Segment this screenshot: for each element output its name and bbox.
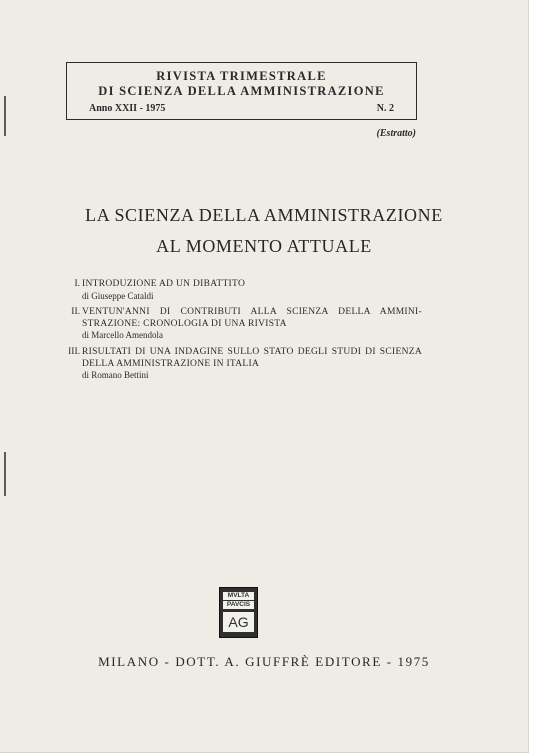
logo-line-3: AG xyxy=(223,612,254,632)
logo-line-1: MVLTA xyxy=(223,592,254,600)
masthead-line-2: DI SCIENZA DELLA AMMINISTRAZIONE xyxy=(98,84,385,98)
publisher-logo xyxy=(219,587,258,638)
staple-mark xyxy=(4,452,6,496)
main-title-line-2: AL MOMENTO ATTUALE xyxy=(156,236,372,256)
toc-item-number: I. xyxy=(74,279,80,289)
masthead-line-1: RIVISTA TRIMESTRALE xyxy=(156,69,327,83)
extract-label: (Estratto) xyxy=(376,128,416,139)
masthead-number: N. 2 xyxy=(376,103,394,114)
masthead-issue: Anno XXII - 1975 xyxy=(89,103,166,114)
table-of-contents xyxy=(62,279,422,387)
toc-item-author: di Romano Bettini xyxy=(82,370,149,381)
staple-mark xyxy=(4,96,6,136)
toc-item-title: INTRODUZIONE AD UN DIBATTITO xyxy=(82,279,246,289)
toc-item-author: di Giuseppe Cataldi xyxy=(82,290,154,301)
logo-line-2: PAVCIS xyxy=(223,601,254,609)
publisher-imprint: MILANO - DOTT. A. GIUFFRÈ EDITORE - 1975 xyxy=(98,654,430,669)
toc-item xyxy=(62,347,422,382)
toc-item xyxy=(62,279,422,302)
toc-item-title: RISULTATI DI UNA INDAGINE SULLO STATO DEGLI STUDI DI SCIENZA DELLA AMMINISTRAZIONE IN ITALIA xyxy=(82,346,422,369)
toc-item-number: III. xyxy=(68,346,80,357)
journal-masthead xyxy=(66,62,417,120)
main-title-line-1: LA SCIENZA DELLA AMMINISTRAZIONE xyxy=(85,205,443,225)
toc-item-title: VENTUN'ANNI DI CONTRIBUTI ALLA SCIENZA DELLA AMMINI- STRAZIONE: CRONOLOGIA DI UNA RIVISTA xyxy=(82,307,422,329)
toc-item-number: II. xyxy=(71,307,80,318)
toc-item-author: di Marcello Amendola xyxy=(82,330,163,341)
toc-item xyxy=(62,307,422,342)
